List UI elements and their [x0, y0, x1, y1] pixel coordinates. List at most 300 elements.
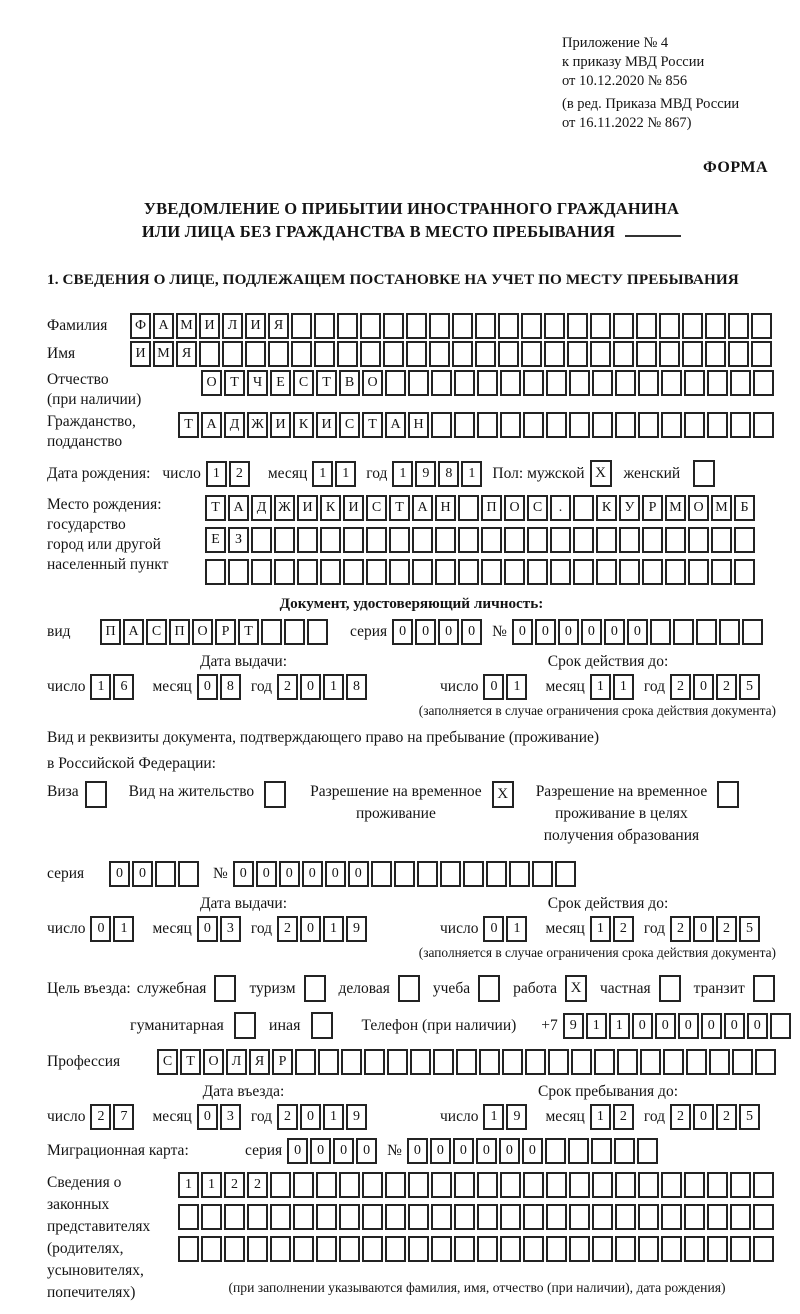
char-cell[interactable]: [429, 313, 450, 339]
char-cell[interactable]: [661, 1204, 682, 1230]
char-cell[interactable]: [728, 313, 749, 339]
char-cell[interactable]: [590, 313, 611, 339]
char-cell[interactable]: И: [130, 341, 151, 367]
char-cell[interactable]: [567, 341, 588, 367]
purpose-business-checkbox[interactable]: [398, 975, 420, 1002]
char-cell[interactable]: 1: [483, 1104, 504, 1130]
char-cell[interactable]: 0: [287, 1138, 308, 1164]
char-cell[interactable]: [364, 1049, 385, 1075]
char-cell[interactable]: 0: [302, 861, 323, 887]
char-cell[interactable]: [638, 412, 659, 438]
char-cell[interactable]: 1: [609, 1013, 630, 1039]
char-cell[interactable]: [320, 527, 341, 553]
entry-date-year-boxes[interactable]: [277, 1104, 369, 1130]
char-cell[interactable]: [389, 527, 410, 553]
char-cell[interactable]: [199, 341, 220, 367]
char-cell[interactable]: [637, 1138, 658, 1164]
char-cell[interactable]: Н: [435, 495, 456, 521]
char-cell[interactable]: [408, 370, 429, 396]
char-cell[interactable]: [684, 412, 705, 438]
char-cell[interactable]: [383, 341, 404, 367]
char-cell[interactable]: [523, 1236, 544, 1262]
char-cell[interactable]: 2: [716, 674, 737, 700]
char-cell[interactable]: [251, 559, 272, 585]
char-cell[interactable]: 0: [310, 1138, 331, 1164]
char-cell[interactable]: [509, 861, 530, 887]
option-temp-residence-edu-checkbox[interactable]: [717, 781, 739, 808]
char-cell[interactable]: [688, 527, 709, 553]
char-cell[interactable]: [640, 1049, 661, 1075]
char-cell[interactable]: [730, 370, 751, 396]
char-cell[interactable]: [523, 1204, 544, 1230]
char-cell[interactable]: Т: [238, 619, 259, 645]
char-cell[interactable]: [387, 1049, 408, 1075]
char-cell[interactable]: 0: [483, 674, 504, 700]
char-cell[interactable]: [251, 527, 272, 553]
char-cell[interactable]: [682, 341, 703, 367]
char-cell[interactable]: [684, 1236, 705, 1262]
char-cell[interactable]: [429, 341, 450, 367]
char-cell[interactable]: 0: [693, 1104, 714, 1130]
char-cell[interactable]: 3: [220, 916, 241, 942]
char-cell[interactable]: 0: [693, 916, 714, 942]
char-cell[interactable]: [730, 1236, 751, 1262]
char-cell[interactable]: Д: [251, 495, 272, 521]
char-cell[interactable]: [410, 1049, 431, 1075]
char-cell[interactable]: 1: [506, 674, 527, 700]
char-cell[interactable]: 0: [300, 674, 321, 700]
char-cell[interactable]: [615, 1236, 636, 1262]
char-cell[interactable]: [295, 1049, 316, 1075]
char-cell[interactable]: [261, 619, 282, 645]
char-cell[interactable]: 9: [346, 916, 367, 942]
char-cell[interactable]: [661, 1236, 682, 1262]
char-cell[interactable]: [753, 1236, 774, 1262]
char-cell[interactable]: [665, 559, 686, 585]
char-cell[interactable]: Ж: [274, 495, 295, 521]
char-cell[interactable]: [293, 1172, 314, 1198]
char-cell[interactable]: [341, 1049, 362, 1075]
char-cell[interactable]: [458, 495, 479, 521]
char-cell[interactable]: [770, 1013, 791, 1039]
char-cell[interactable]: 0: [256, 861, 277, 887]
char-cell[interactable]: 0: [522, 1138, 543, 1164]
char-cell[interactable]: О: [201, 370, 222, 396]
char-cell[interactable]: 0: [678, 1013, 699, 1039]
char-cell[interactable]: А: [385, 412, 406, 438]
char-cell[interactable]: [274, 527, 295, 553]
char-cell[interactable]: [383, 313, 404, 339]
char-cell[interactable]: [719, 619, 740, 645]
char-cell[interactable]: [730, 412, 751, 438]
char-cell[interactable]: 0: [453, 1138, 474, 1164]
char-cell[interactable]: О: [362, 370, 383, 396]
citizenship-boxes[interactable]: [178, 412, 776, 438]
char-cell[interactable]: А: [228, 495, 249, 521]
char-cell[interactable]: [454, 1236, 475, 1262]
char-cell[interactable]: 5: [739, 916, 760, 942]
char-cell[interactable]: [613, 341, 634, 367]
char-cell[interactable]: [688, 559, 709, 585]
char-cell[interactable]: [498, 341, 519, 367]
char-cell[interactable]: [475, 341, 496, 367]
char-cell[interactable]: [523, 370, 544, 396]
char-cell[interactable]: [440, 861, 461, 887]
char-cell[interactable]: [498, 313, 519, 339]
char-cell[interactable]: 0: [132, 861, 153, 887]
char-cell[interactable]: [504, 527, 525, 553]
char-cell[interactable]: 1: [90, 674, 111, 700]
char-cell[interactable]: [454, 1172, 475, 1198]
char-cell[interactable]: [477, 1236, 498, 1262]
char-cell[interactable]: [477, 1204, 498, 1230]
char-cell[interactable]: [594, 1049, 615, 1075]
migration-series-boxes[interactable]: [287, 1138, 379, 1164]
char-cell[interactable]: 1: [335, 461, 356, 487]
char-cell[interactable]: [291, 313, 312, 339]
char-cell[interactable]: [339, 1236, 360, 1262]
char-cell[interactable]: [682, 313, 703, 339]
char-cell[interactable]: И: [297, 495, 318, 521]
char-cell[interactable]: [705, 313, 726, 339]
char-cell[interactable]: [307, 619, 328, 645]
char-cell[interactable]: [247, 1204, 268, 1230]
char-cell[interactable]: [546, 1236, 567, 1262]
char-cell[interactable]: [385, 370, 406, 396]
char-cell[interactable]: 5: [739, 674, 760, 700]
char-cell[interactable]: [638, 1236, 659, 1262]
identity-expiry-month-boxes[interactable]: [590, 674, 636, 700]
char-cell[interactable]: П: [169, 619, 190, 645]
char-cell[interactable]: Т: [316, 370, 337, 396]
residence-issue-day-boxes[interactable]: [90, 916, 136, 942]
char-cell[interactable]: [318, 1049, 339, 1075]
char-cell[interactable]: [477, 370, 498, 396]
char-cell[interactable]: С: [293, 370, 314, 396]
identity-issue-year-boxes[interactable]: [277, 674, 369, 700]
char-cell[interactable]: [663, 1049, 684, 1075]
char-cell[interactable]: [454, 1204, 475, 1230]
char-cell[interactable]: 0: [300, 916, 321, 942]
char-cell[interactable]: 2: [613, 1104, 634, 1130]
char-cell[interactable]: [435, 527, 456, 553]
char-cell[interactable]: [481, 559, 502, 585]
char-cell[interactable]: [201, 1236, 222, 1262]
char-cell[interactable]: [268, 341, 289, 367]
char-cell[interactable]: 8: [346, 674, 367, 700]
char-cell[interactable]: Я: [268, 313, 289, 339]
residence-series-boxes[interactable]: [109, 861, 201, 887]
char-cell[interactable]: [753, 1172, 774, 1198]
char-cell[interactable]: Ж: [247, 412, 268, 438]
char-cell[interactable]: [412, 559, 433, 585]
char-cell[interactable]: [548, 1049, 569, 1075]
char-cell[interactable]: [362, 1204, 383, 1230]
char-cell[interactable]: [665, 527, 686, 553]
char-cell[interactable]: [696, 619, 717, 645]
char-cell[interactable]: 1: [586, 1013, 607, 1039]
char-cell[interactable]: К: [293, 412, 314, 438]
char-cell[interactable]: У: [619, 495, 640, 521]
char-cell[interactable]: 0: [747, 1013, 768, 1039]
char-cell[interactable]: [615, 370, 636, 396]
char-cell[interactable]: [661, 370, 682, 396]
char-cell[interactable]: П: [481, 495, 502, 521]
char-cell[interactable]: Р: [215, 619, 236, 645]
char-cell[interactable]: [155, 861, 176, 887]
char-cell[interactable]: 2: [224, 1172, 245, 1198]
char-cell[interactable]: [500, 412, 521, 438]
char-cell[interactable]: [527, 527, 548, 553]
char-cell[interactable]: П: [100, 619, 121, 645]
char-cell[interactable]: 2: [613, 916, 634, 942]
residence-expiry-day-boxes[interactable]: [483, 916, 529, 942]
char-cell[interactable]: 0: [627, 619, 648, 645]
char-cell[interactable]: [394, 861, 415, 887]
firstname-boxes[interactable]: [130, 341, 774, 367]
char-cell[interactable]: [463, 861, 484, 887]
char-cell[interactable]: [389, 559, 410, 585]
char-cell[interactable]: 2: [716, 1104, 737, 1130]
char-cell[interactable]: [590, 341, 611, 367]
purpose-official-checkbox[interactable]: [214, 975, 236, 1002]
char-cell[interactable]: [753, 370, 774, 396]
char-cell[interactable]: 0: [392, 619, 413, 645]
option-temp-residence-checkbox[interactable]: X: [492, 781, 514, 808]
char-cell[interactable]: [751, 341, 772, 367]
char-cell[interactable]: 0: [415, 619, 436, 645]
char-cell[interactable]: [458, 559, 479, 585]
char-cell[interactable]: 9: [506, 1104, 527, 1130]
char-cell[interactable]: 0: [90, 916, 111, 942]
char-cell[interactable]: [545, 1138, 566, 1164]
char-cell[interactable]: [550, 559, 571, 585]
char-cell[interactable]: 0: [407, 1138, 428, 1164]
char-cell[interactable]: [178, 1204, 199, 1230]
purpose-transit-checkbox[interactable]: [753, 975, 775, 1002]
char-cell[interactable]: [642, 527, 663, 553]
purpose-tourism-checkbox[interactable]: [304, 975, 326, 1002]
char-cell[interactable]: [408, 1204, 429, 1230]
char-cell[interactable]: 1: [201, 1172, 222, 1198]
char-cell[interactable]: [730, 1172, 751, 1198]
char-cell[interactable]: [523, 412, 544, 438]
char-cell[interactable]: 1: [113, 916, 134, 942]
char-cell[interactable]: [274, 559, 295, 585]
char-cell[interactable]: [596, 527, 617, 553]
char-cell[interactable]: [454, 412, 475, 438]
char-cell[interactable]: 0: [724, 1013, 745, 1039]
doc-series-boxes[interactable]: [392, 619, 484, 645]
char-cell[interactable]: [521, 341, 542, 367]
char-cell[interactable]: 1: [590, 1104, 611, 1130]
char-cell[interactable]: [475, 313, 496, 339]
char-cell[interactable]: 0: [356, 1138, 377, 1164]
char-cell[interactable]: [546, 412, 567, 438]
char-cell[interactable]: 0: [461, 619, 482, 645]
purpose-private-checkbox[interactable]: [659, 975, 681, 1002]
char-cell[interactable]: [659, 341, 680, 367]
char-cell[interactable]: 2: [277, 916, 298, 942]
char-cell[interactable]: [573, 527, 594, 553]
char-cell[interactable]: 0: [581, 619, 602, 645]
representatives-boxes-row2[interactable]: [178, 1204, 776, 1230]
char-cell[interactable]: [546, 370, 567, 396]
char-cell[interactable]: 0: [197, 674, 218, 700]
char-cell[interactable]: Т: [224, 370, 245, 396]
char-cell[interactable]: 2: [277, 674, 298, 700]
char-cell[interactable]: 0: [109, 861, 130, 887]
char-cell[interactable]: 0: [348, 861, 369, 887]
char-cell[interactable]: [222, 341, 243, 367]
char-cell[interactable]: Р: [642, 495, 663, 521]
option-residence-permit-checkbox[interactable]: [264, 781, 286, 808]
char-cell[interactable]: Н: [408, 412, 429, 438]
char-cell[interactable]: [728, 341, 749, 367]
doc-kind-boxes[interactable]: [100, 619, 330, 645]
char-cell[interactable]: [684, 370, 705, 396]
char-cell[interactable]: 2: [247, 1172, 268, 1198]
char-cell[interactable]: [730, 1204, 751, 1230]
char-cell[interactable]: 1: [323, 1104, 344, 1130]
char-cell[interactable]: 2: [670, 674, 691, 700]
char-cell[interactable]: 1: [590, 674, 611, 700]
char-cell[interactable]: [500, 370, 521, 396]
char-cell[interactable]: И: [343, 495, 364, 521]
char-cell[interactable]: О: [688, 495, 709, 521]
phone-boxes[interactable]: [563, 1013, 793, 1039]
char-cell[interactable]: [707, 412, 728, 438]
char-cell[interactable]: [479, 1049, 500, 1075]
identity-expiry-day-boxes[interactable]: [483, 674, 529, 700]
char-cell[interactable]: М: [665, 495, 686, 521]
char-cell[interactable]: [523, 1172, 544, 1198]
char-cell[interactable]: [734, 559, 755, 585]
char-cell[interactable]: [452, 313, 473, 339]
char-cell[interactable]: [431, 1236, 452, 1262]
char-cell[interactable]: [408, 1172, 429, 1198]
char-cell[interactable]: И: [245, 313, 266, 339]
char-cell[interactable]: [521, 313, 542, 339]
residence-issue-month-boxes[interactable]: [197, 916, 243, 942]
char-cell[interactable]: 0: [233, 861, 254, 887]
char-cell[interactable]: [615, 1172, 636, 1198]
char-cell[interactable]: 1: [461, 461, 482, 487]
char-cell[interactable]: 0: [279, 861, 300, 887]
char-cell[interactable]: [707, 370, 728, 396]
char-cell[interactable]: [452, 341, 473, 367]
char-cell[interactable]: К: [320, 495, 341, 521]
char-cell[interactable]: [297, 559, 318, 585]
char-cell[interactable]: И: [270, 412, 291, 438]
char-cell[interactable]: 1: [312, 461, 333, 487]
char-cell[interactable]: [567, 313, 588, 339]
char-cell[interactable]: [270, 1204, 291, 1230]
sex-male-checkbox[interactable]: X: [590, 460, 612, 487]
char-cell[interactable]: 0: [512, 619, 533, 645]
char-cell[interactable]: Т: [205, 495, 226, 521]
char-cell[interactable]: [592, 1172, 613, 1198]
char-cell[interactable]: 2: [670, 916, 691, 942]
char-cell[interactable]: [320, 559, 341, 585]
char-cell[interactable]: С: [339, 412, 360, 438]
char-cell[interactable]: О: [203, 1049, 224, 1075]
char-cell[interactable]: [314, 341, 335, 367]
char-cell[interactable]: [502, 1049, 523, 1075]
char-cell[interactable]: [454, 370, 475, 396]
char-cell[interactable]: С: [527, 495, 548, 521]
char-cell[interactable]: [613, 313, 634, 339]
char-cell[interactable]: Е: [205, 527, 226, 553]
char-cell[interactable]: [337, 341, 358, 367]
char-cell[interactable]: [592, 370, 613, 396]
char-cell[interactable]: [245, 341, 266, 367]
char-cell[interactable]: [550, 527, 571, 553]
char-cell[interactable]: Л: [226, 1049, 247, 1075]
char-cell[interactable]: К: [596, 495, 617, 521]
char-cell[interactable]: [360, 341, 381, 367]
char-cell[interactable]: [458, 527, 479, 553]
char-cell[interactable]: Т: [178, 412, 199, 438]
char-cell[interactable]: 2: [716, 916, 737, 942]
char-cell[interactable]: Т: [389, 495, 410, 521]
char-cell[interactable]: [435, 559, 456, 585]
char-cell[interactable]: 0: [655, 1013, 676, 1039]
char-cell[interactable]: [568, 1138, 589, 1164]
char-cell[interactable]: А: [153, 313, 174, 339]
char-cell[interactable]: [732, 1049, 753, 1075]
char-cell[interactable]: [650, 619, 671, 645]
char-cell[interactable]: [571, 1049, 592, 1075]
char-cell[interactable]: [546, 1204, 567, 1230]
char-cell[interactable]: [406, 341, 427, 367]
char-cell[interactable]: [591, 1138, 612, 1164]
birthdate-year-boxes[interactable]: [392, 461, 484, 487]
char-cell[interactable]: 0: [438, 619, 459, 645]
char-cell[interactable]: [636, 313, 657, 339]
stay-until-month-boxes[interactable]: [590, 1104, 636, 1130]
char-cell[interactable]: [431, 412, 452, 438]
char-cell[interactable]: 1: [392, 461, 413, 487]
char-cell[interactable]: [638, 370, 659, 396]
char-cell[interactable]: [525, 1049, 546, 1075]
stay-until-day-boxes[interactable]: [483, 1104, 529, 1130]
char-cell[interactable]: [527, 559, 548, 585]
char-cell[interactable]: [314, 313, 335, 339]
char-cell[interactable]: [316, 1236, 337, 1262]
char-cell[interactable]: 1: [506, 916, 527, 942]
char-cell[interactable]: [569, 412, 590, 438]
char-cell[interactable]: 9: [346, 1104, 367, 1130]
option-visa-checkbox[interactable]: [85, 781, 107, 808]
char-cell[interactable]: .: [550, 495, 571, 521]
char-cell[interactable]: [504, 559, 525, 585]
char-cell[interactable]: [481, 527, 502, 553]
char-cell[interactable]: 8: [220, 674, 241, 700]
representatives-boxes-row1[interactable]: [178, 1172, 776, 1198]
char-cell[interactable]: [532, 861, 553, 887]
char-cell[interactable]: [707, 1172, 728, 1198]
char-cell[interactable]: [477, 1172, 498, 1198]
char-cell[interactable]: Б: [734, 495, 755, 521]
char-cell[interactable]: [500, 1204, 521, 1230]
char-cell[interactable]: [707, 1204, 728, 1230]
char-cell[interactable]: Я: [249, 1049, 270, 1075]
char-cell[interactable]: [659, 313, 680, 339]
char-cell[interactable]: 0: [197, 916, 218, 942]
char-cell[interactable]: [638, 1204, 659, 1230]
char-cell[interactable]: [360, 313, 381, 339]
